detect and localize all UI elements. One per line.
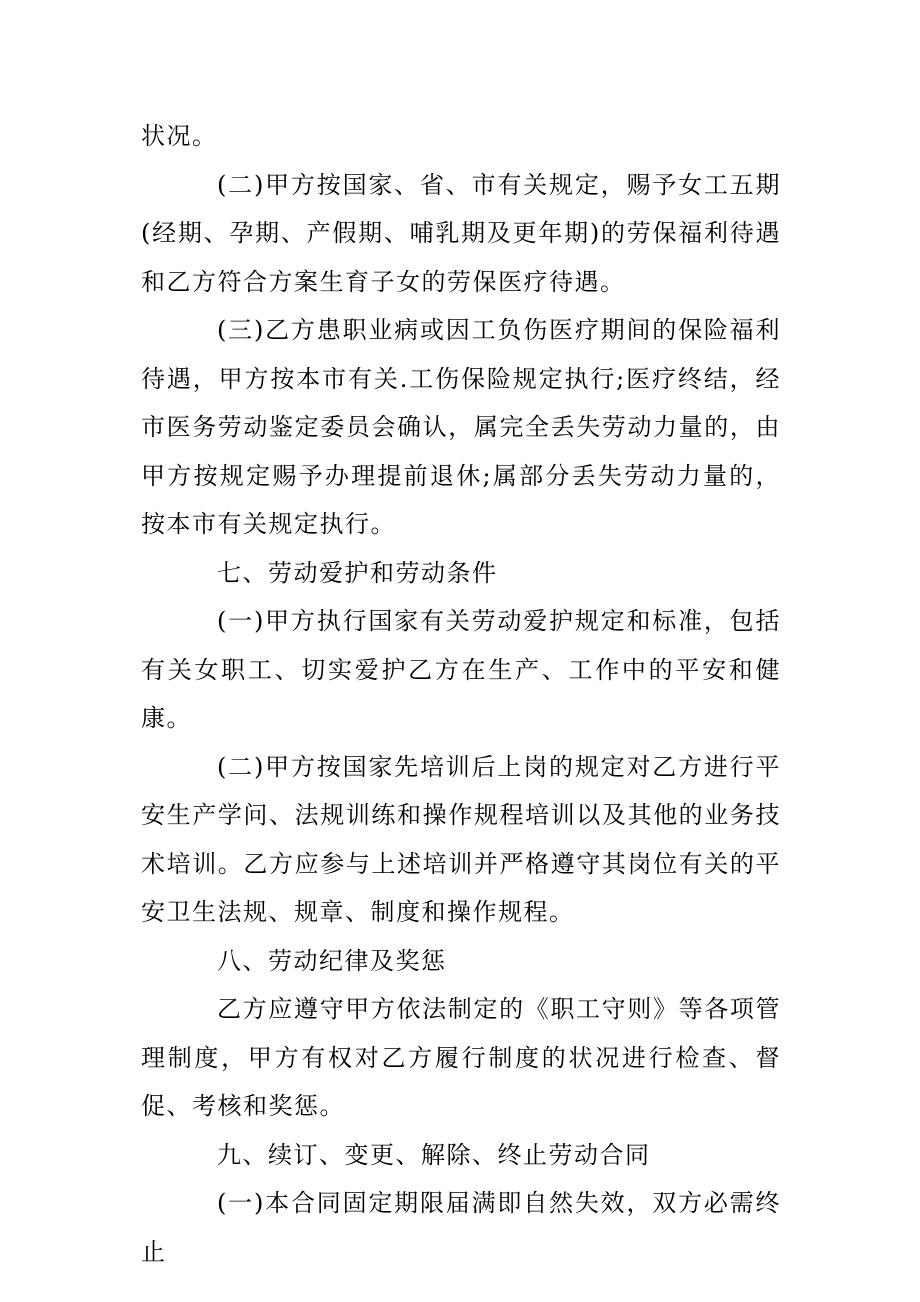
paragraph-occupational-injury: (三)乙方患职业病或因工负伤医疗期间的保险福利待遇，甲方按本市有关.工伤保险规定执行;医疗终结，经市医务劳动鉴定委员会确认，属完全丢失劳动力量的，由甲方按规定赐予办理提前退休;属部分丢失劳动力量的，按本市有关规定执行。 [141, 316, 781, 538]
section-heading-discipline: 八、劳动纪律及奖惩 [217, 946, 447, 975]
section-heading-contract-changes: 九、续订、变更、解除、终止劳动合同 [217, 1140, 651, 1169]
paragraph-training: (二)甲方按国家先培训后上岗的规定对乙方进行平安生产学问、法规训练和操作规程培训以及其他的业务技术培训。乙方应参与上述培训并严格遵守其岗位有关的平安卫生法规、规章、制度和操作规程。 [141, 752, 781, 926]
paragraph-safety-standards: (一)甲方执行国家有关劳动爱护规定和标准，包括有关女职工、切实爱护乙方在生产、工作中的平安和健康。 [141, 607, 781, 732]
section-heading-labor-protection: 七、劳动爱护和劳动条件 [217, 558, 498, 587]
paragraph-status-continuation: 状况。 [141, 122, 218, 150]
document-body [141, 112, 781, 1276]
paragraph-contract-expiry: (一)本合同固定期限届满即自然失效，双方必需终止 [141, 1189, 781, 1266]
paragraph-rules-compliance: 乙方应遵守甲方依法制定的《职工守则》等各项管理制度，甲方有权对乙方履行制度的状况进行检查、督促、考核和奖惩。 [141, 995, 781, 1120]
paragraph-female-worker-benefits: (二)甲方按国家、省、市有关规定，赐予女工五期(经期、孕期、产假期、哺乳期及更年期)的劳保福利待遇和乙方符合方案生育子女的劳保医疗待遇。 [141, 170, 781, 296]
